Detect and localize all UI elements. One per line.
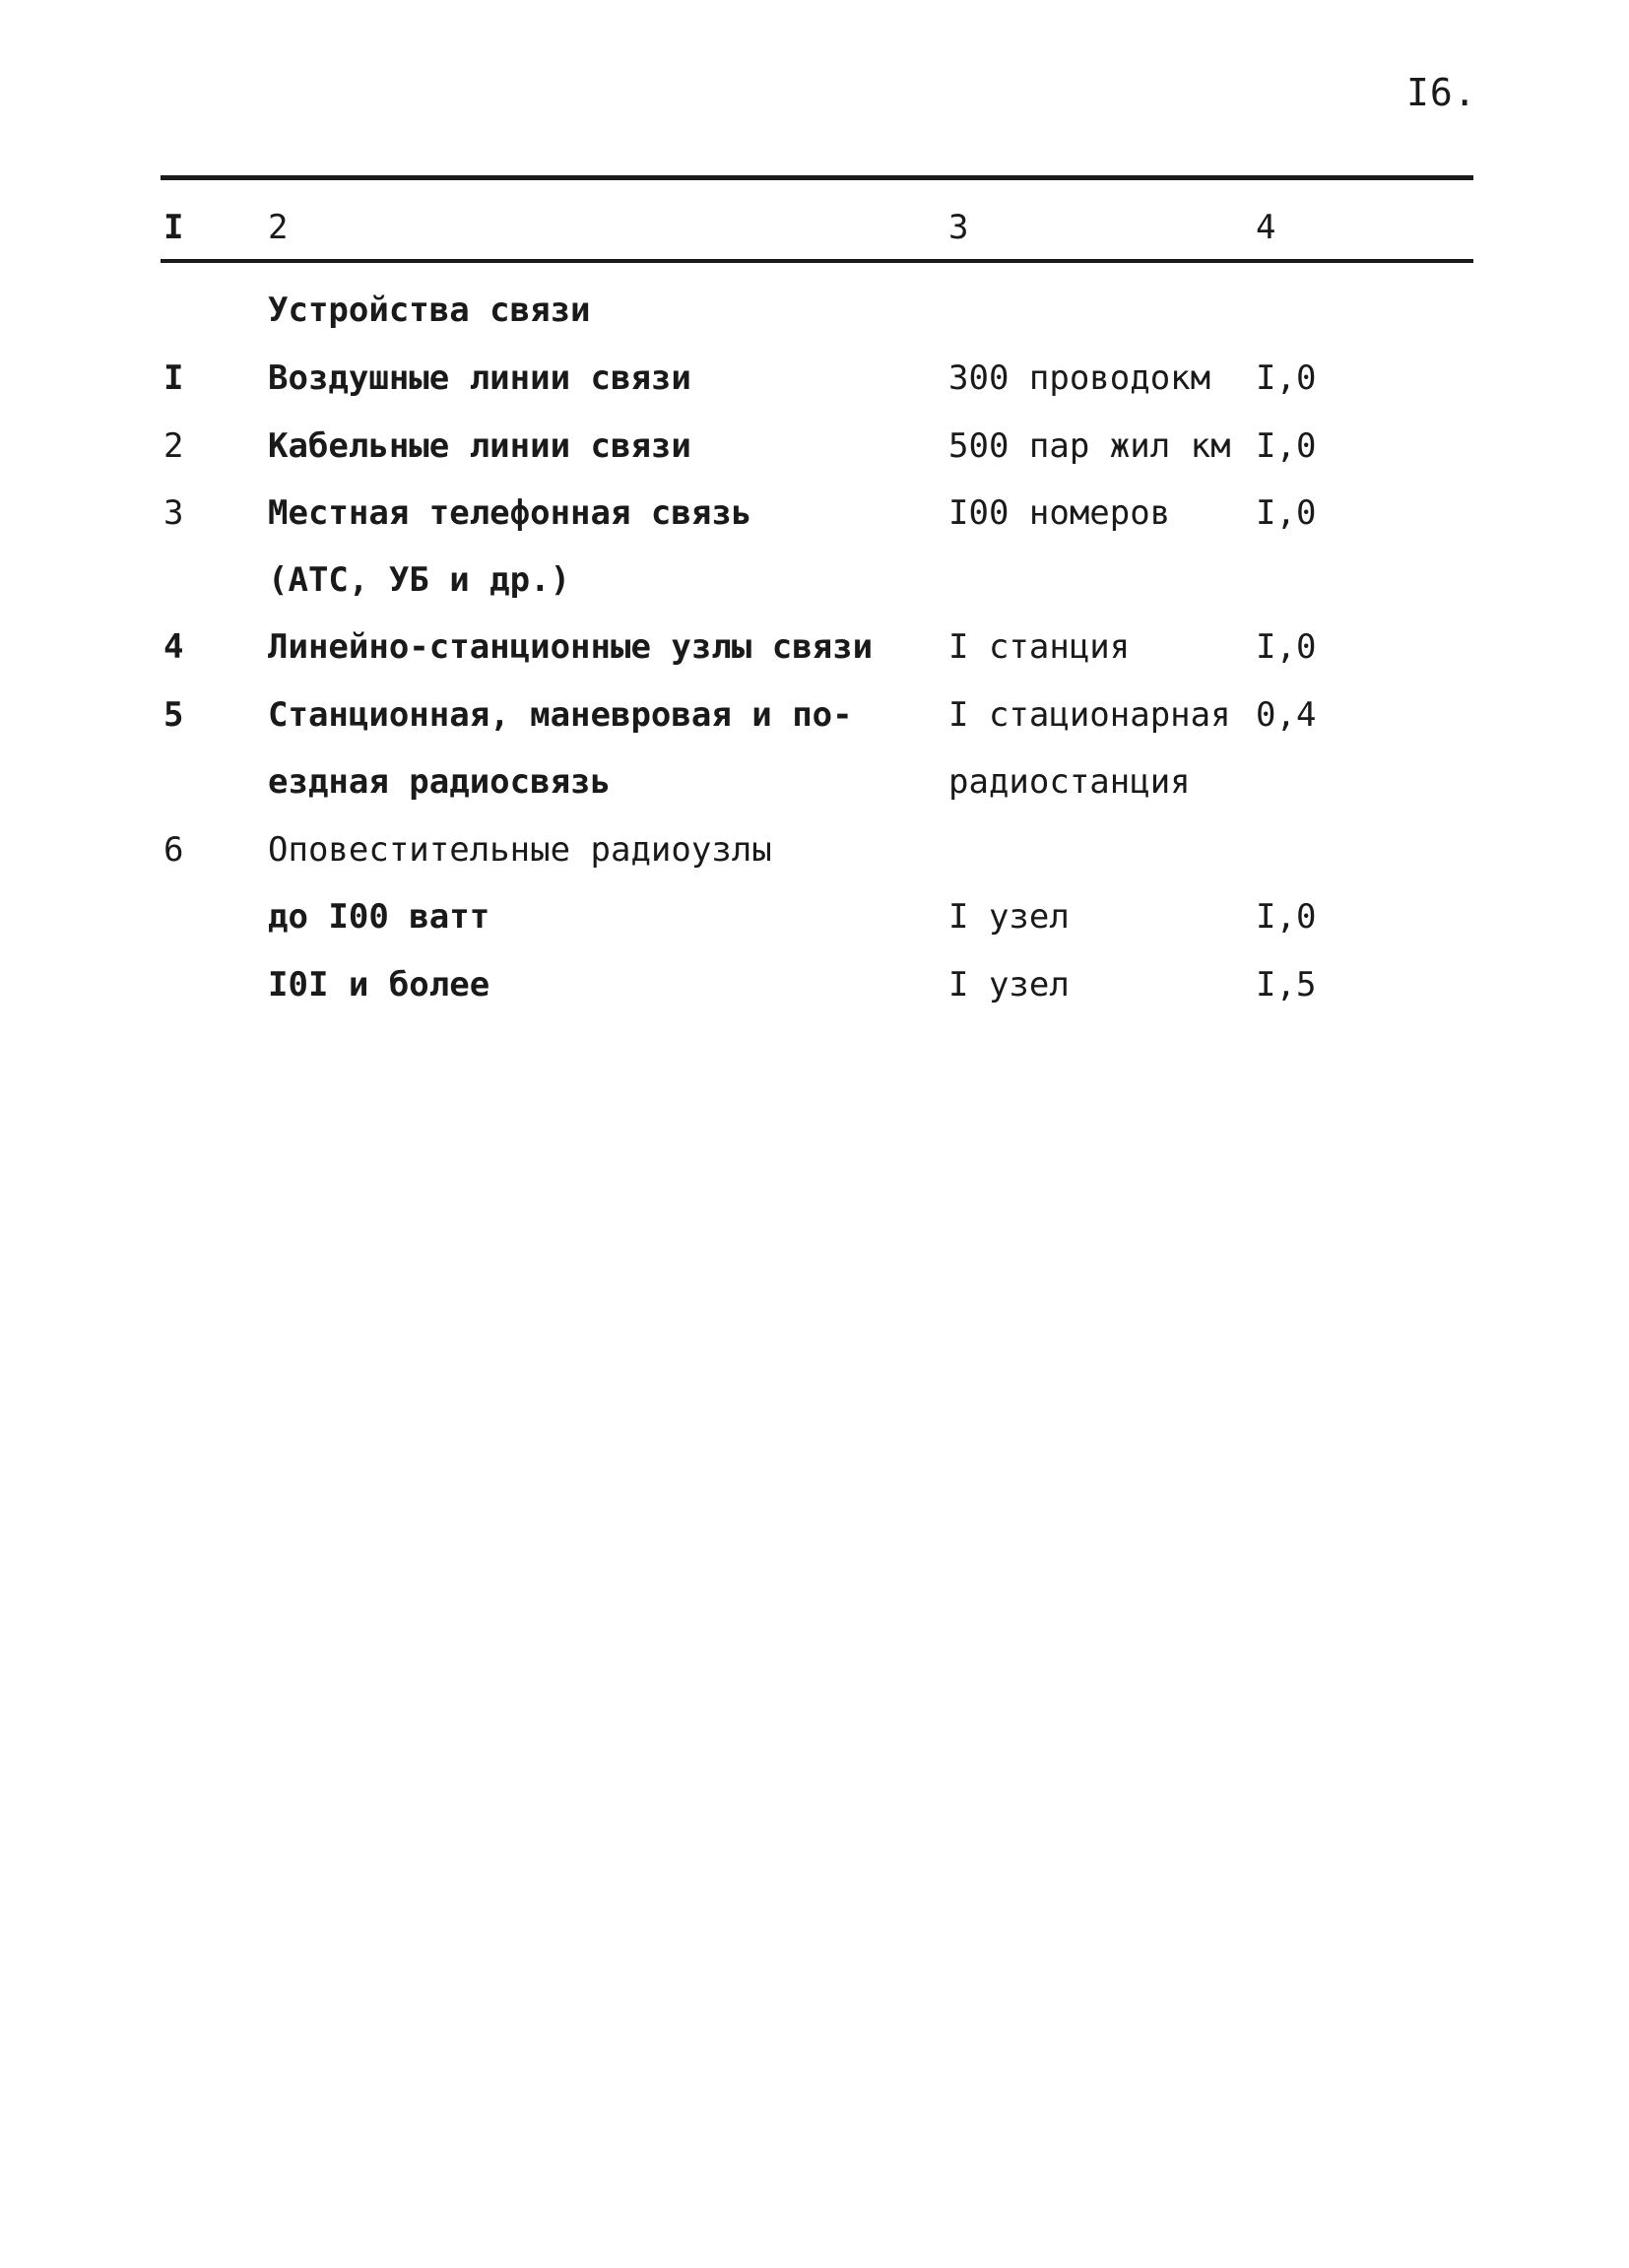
row-4-value: I,0 [1256,627,1317,667]
row-4-unit: I станция [948,627,1131,667]
page-number: I6. [1406,71,1477,114]
header-col-2: 2 [268,208,289,247]
row-2-value: I,0 [1256,426,1317,466]
row-2-name: Кабельные линии связи [268,426,691,466]
row-6-name: Оповестительные радиоузлы [268,830,772,870]
row-5-name: Станционная, маневровая и по- [268,695,853,735]
row-3-value: I,0 [1256,493,1317,533]
row-6b-unit: I узел [948,965,1070,1004]
table-header-rule [161,259,1473,263]
row-5-value: 0,4 [1256,695,1317,735]
row-6a-name: до I00 ватт [268,897,490,937]
header-col-3: 3 [948,208,969,247]
row-1-value: I,0 [1256,358,1317,398]
row-6b-value: I,5 [1256,965,1317,1004]
row-5-unit: I стационарная [948,695,1231,735]
row-5-num: 5 [163,695,184,735]
row-3-name-cont: (АТС, УБ и др.) [268,560,571,600]
header-col-4: 4 [1256,208,1276,247]
row-6-num: 6 [163,830,184,870]
section-title: Устройства связи [268,291,591,330]
row-4-name: Линейно-станционные узлы связи [268,627,874,667]
row-5-name-cont: ездная радиосвязь [268,762,611,802]
row-1-unit: 300 проводокм [948,358,1211,398]
row-1-name: Воздушные линии связи [268,358,691,398]
row-4-num: 4 [163,627,184,667]
row-6b-name: I0I и более [268,965,490,1004]
row-3-unit: I00 номеров [948,493,1171,533]
row-5-unit-cont: радиостанция [948,762,1191,802]
row-2-num: 2 [163,426,184,466]
table-top-rule [161,175,1473,180]
row-6a-value: I,0 [1256,897,1317,937]
row-1-num: I [163,358,184,398]
row-3-num: 3 [163,493,184,533]
header-col-1: I [163,208,184,247]
row-3-name: Местная телефонная связь [268,493,752,533]
row-6a-unit: I узел [948,897,1070,937]
row-2-unit: 500 пар жил км [948,426,1231,466]
